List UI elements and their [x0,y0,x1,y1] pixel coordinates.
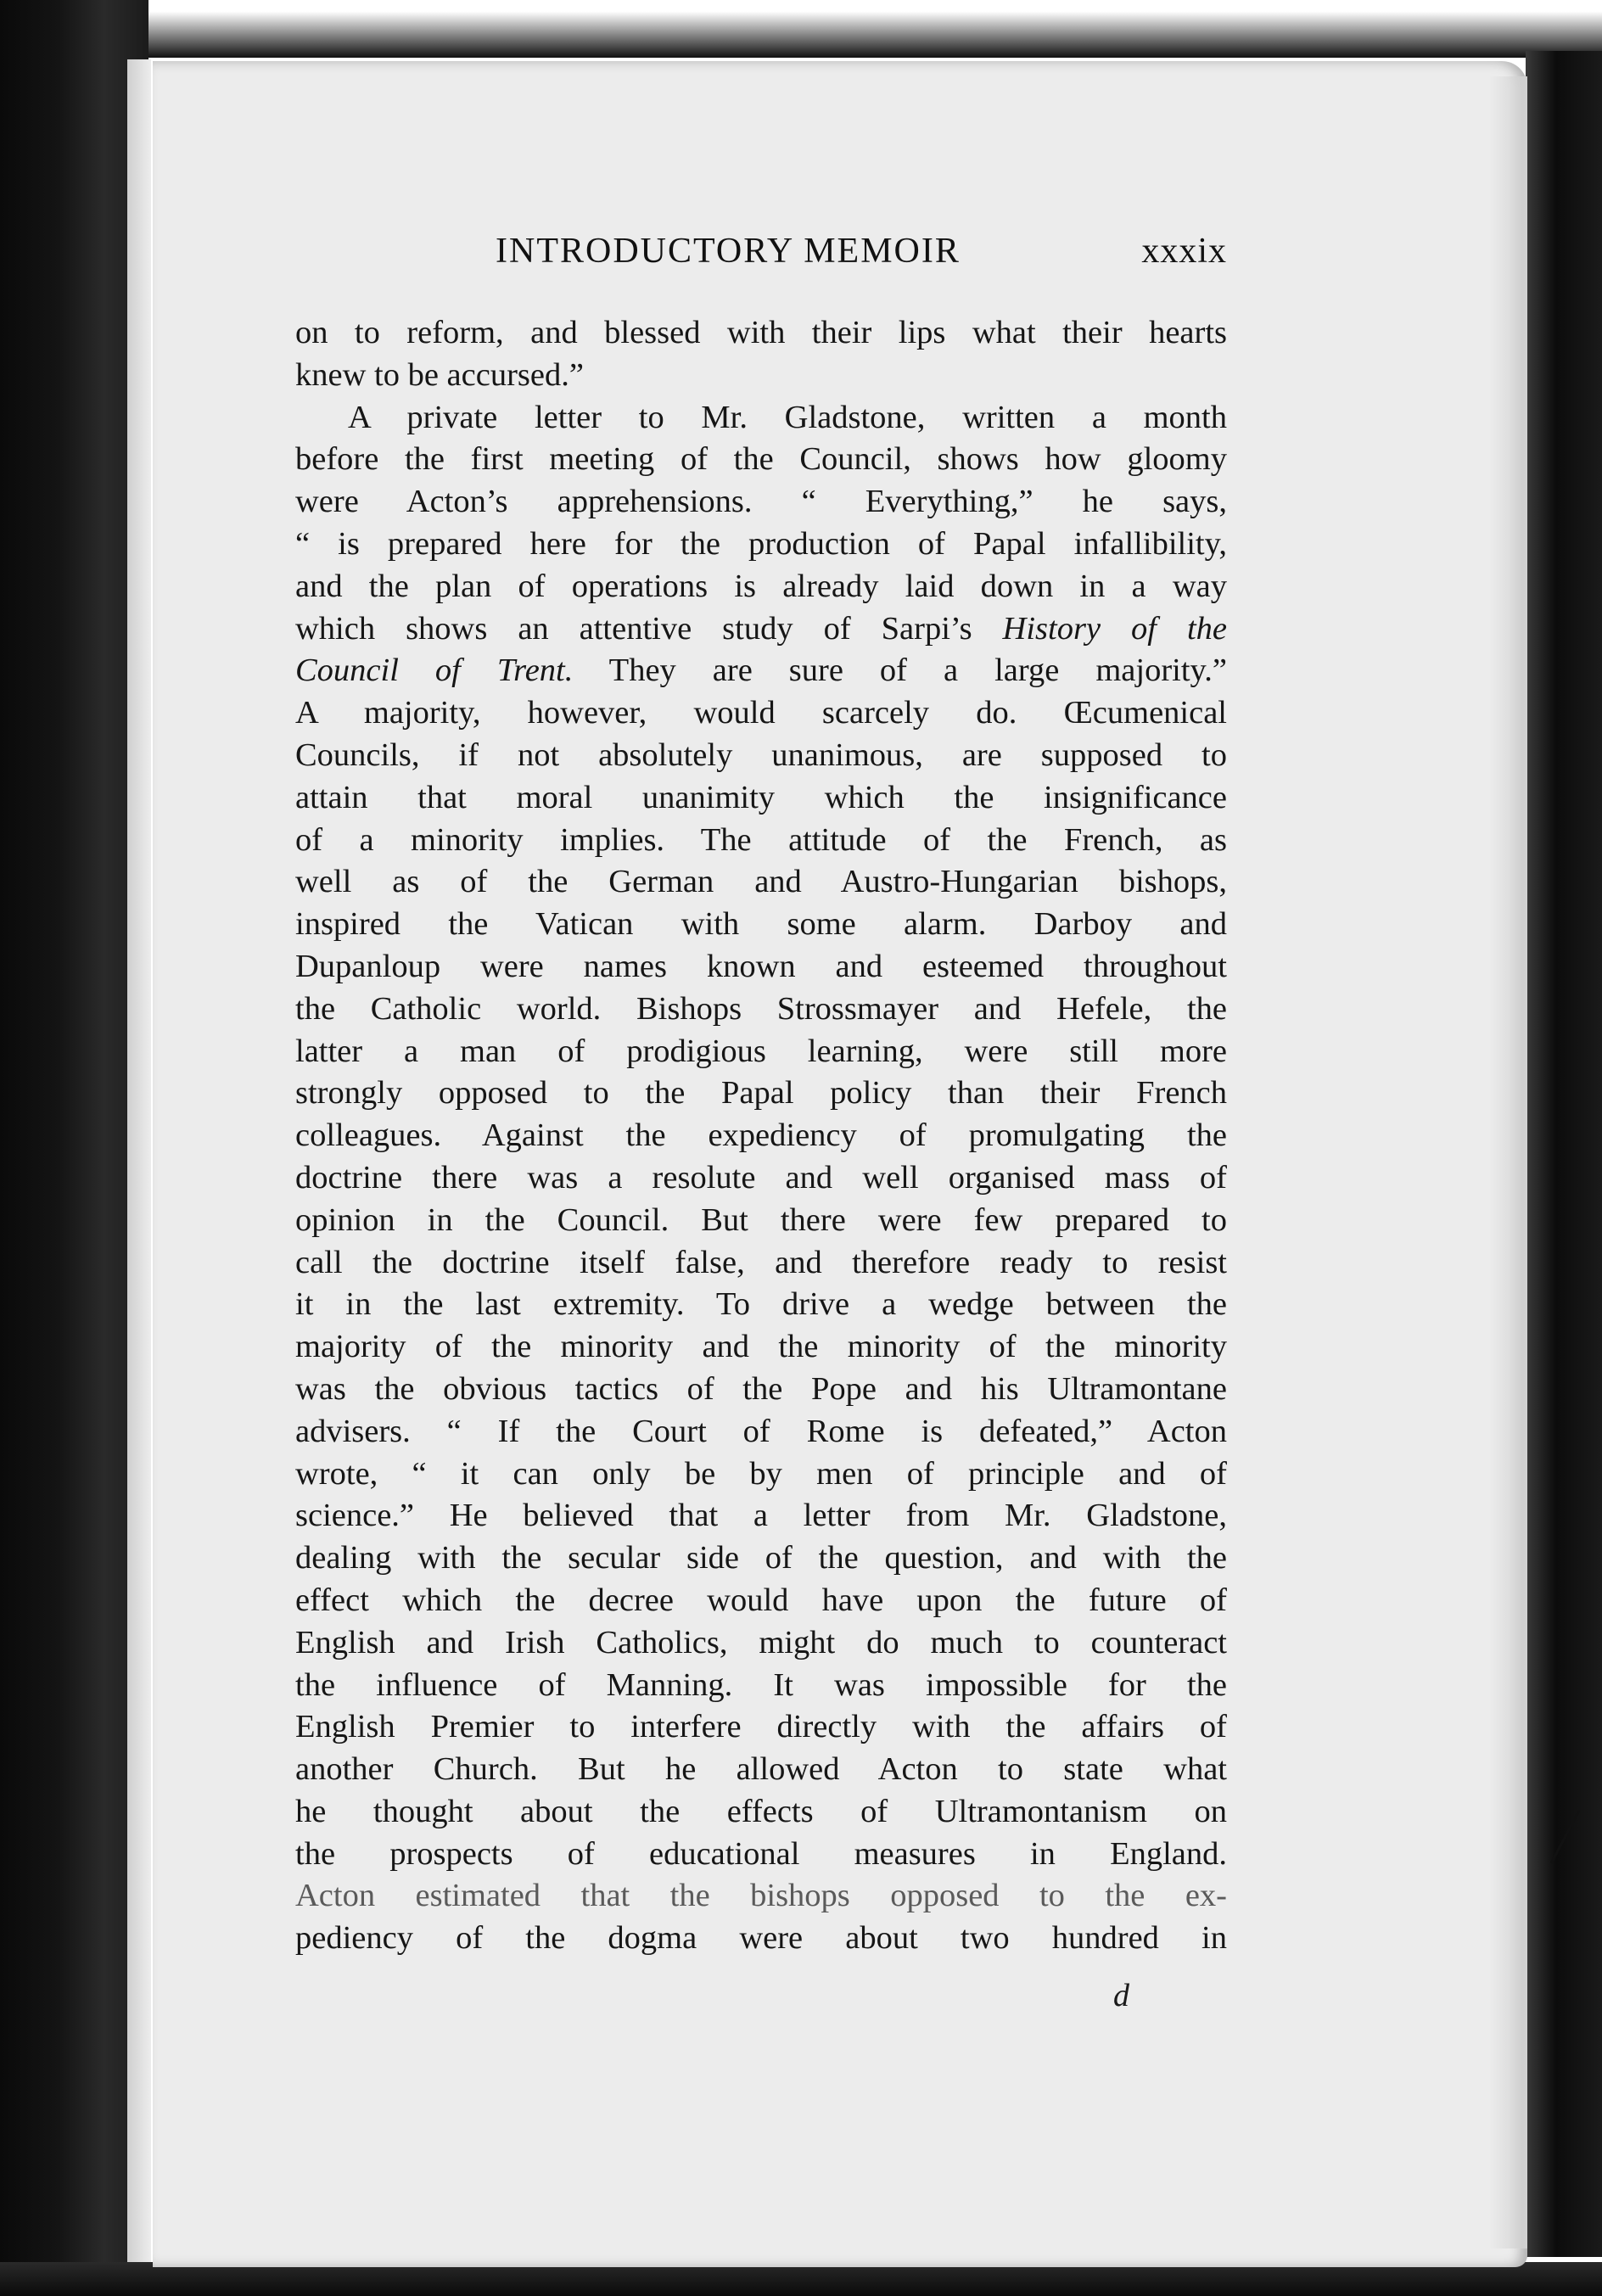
text-line: latter a man of prodigious learning, were still more [295,1033,1227,1069]
page-header [295,231,1227,282]
text-line: Dupanloup were names known and esteemed throughout [295,948,1227,984]
text-line: before the first meeting of the Council, shows how gloomy [295,441,1227,478]
scan-right-border [1526,51,1602,2257]
text-line: well as of the German and Austro-Hungarian bishops, [295,864,1227,900]
text-line: pediency of the dogma were about two hundred in [295,1920,1227,1957]
page-number: xxxix [1141,232,1227,271]
book-spine [0,0,148,2296]
text-line: he thought about the effects of Ultramontanism on [295,1793,1227,1829]
text-line: another Church. But he allowed Acton to state what [295,1751,1227,1788]
text-line: strongly opposed to the Papal policy than their French [295,1075,1227,1112]
text-line: the Catholic world. Bishops Strossmayer and Hefele, the [295,990,1227,1027]
text-line: wrote, “ it can only be by men of principle and of [295,1455,1227,1492]
text-line: Acton estimated that the bishops opposed to the ex- [295,1878,1227,1914]
text-line: English Premier to interfere directly with the affairs of [295,1709,1227,1745]
text-line: attain that moral unanimity which the insignificance [295,779,1227,815]
text-line: doctrine there was a resolute and well organised mass of [295,1159,1227,1196]
text-line: Council of Trent. They are sure of a large majority.” [295,652,1228,689]
text-line: opinion in the Council. But there were few prepared to [295,1201,1227,1238]
text-line: inspired the Vatican with some alarm. Darboy and [295,906,1227,943]
page-edge-shadow [1489,76,1527,2248]
text-line: A private letter to Mr. Gladstone, written a month [348,399,1227,435]
text-line: was the obvious tactics of the Pope and his Ultramontane [295,1370,1227,1407]
body-text [295,312,1227,1960]
scan-bottom-border [0,2262,1602,2296]
text-line: colleagues. Against the expediency of promulgating the [295,1117,1227,1154]
text-line: knew to be accursed.” [295,356,584,393]
text-line: effect which the decree would have upon the future of [295,1582,1227,1618]
text-line: “ is prepared here for the production of Papal infallibility, [295,525,1227,562]
text-line: which shows an attentive study of Sarpi’s History of the [295,610,1227,647]
spine-edge [127,59,151,2265]
text-line: science.” He believed that a letter from Mr. Gladstone, [295,1498,1227,1534]
text-line: of a minority implies. The attitude of the French, as [295,821,1227,858]
text-line: call the doctrine itself false, and therefore ready to resist [295,1244,1227,1280]
text-line: it in the last extremity. To drive a wedge between the [295,1286,1227,1323]
running-head: INTRODUCTORY MEMOIR [496,232,961,271]
text-line: majority of the minority and the minority of the minority [295,1329,1227,1365]
text-line: on to reform, and blessed with their lips what their hearts [295,315,1227,350]
text-line: dealing with the secular side of the question, and with the [295,1540,1227,1576]
scan-top-border [0,0,1602,58]
text-line: English and Irish Catholics, might do much to counteract [295,1624,1227,1660]
signature-mark: d [1113,1978,1129,2013]
text-line: were Acton’s apprehensions. “ Everything,” he says, [295,484,1227,520]
text-line: and the plan of operations is already laid down in a way [295,568,1227,604]
text-line: the influence of Manning. It was impossible for the [295,1666,1227,1703]
text-line: advisers. “ If the Court of Rome is defeated,” Acton [295,1413,1227,1449]
text-line: A majority, however, would scarcely do. Œcumenical [295,695,1227,731]
text-line: Councils, if not absolutely unanimous, are supposed to [295,736,1227,773]
text-line: the prospects of educational measures in England. [295,1835,1227,1872]
